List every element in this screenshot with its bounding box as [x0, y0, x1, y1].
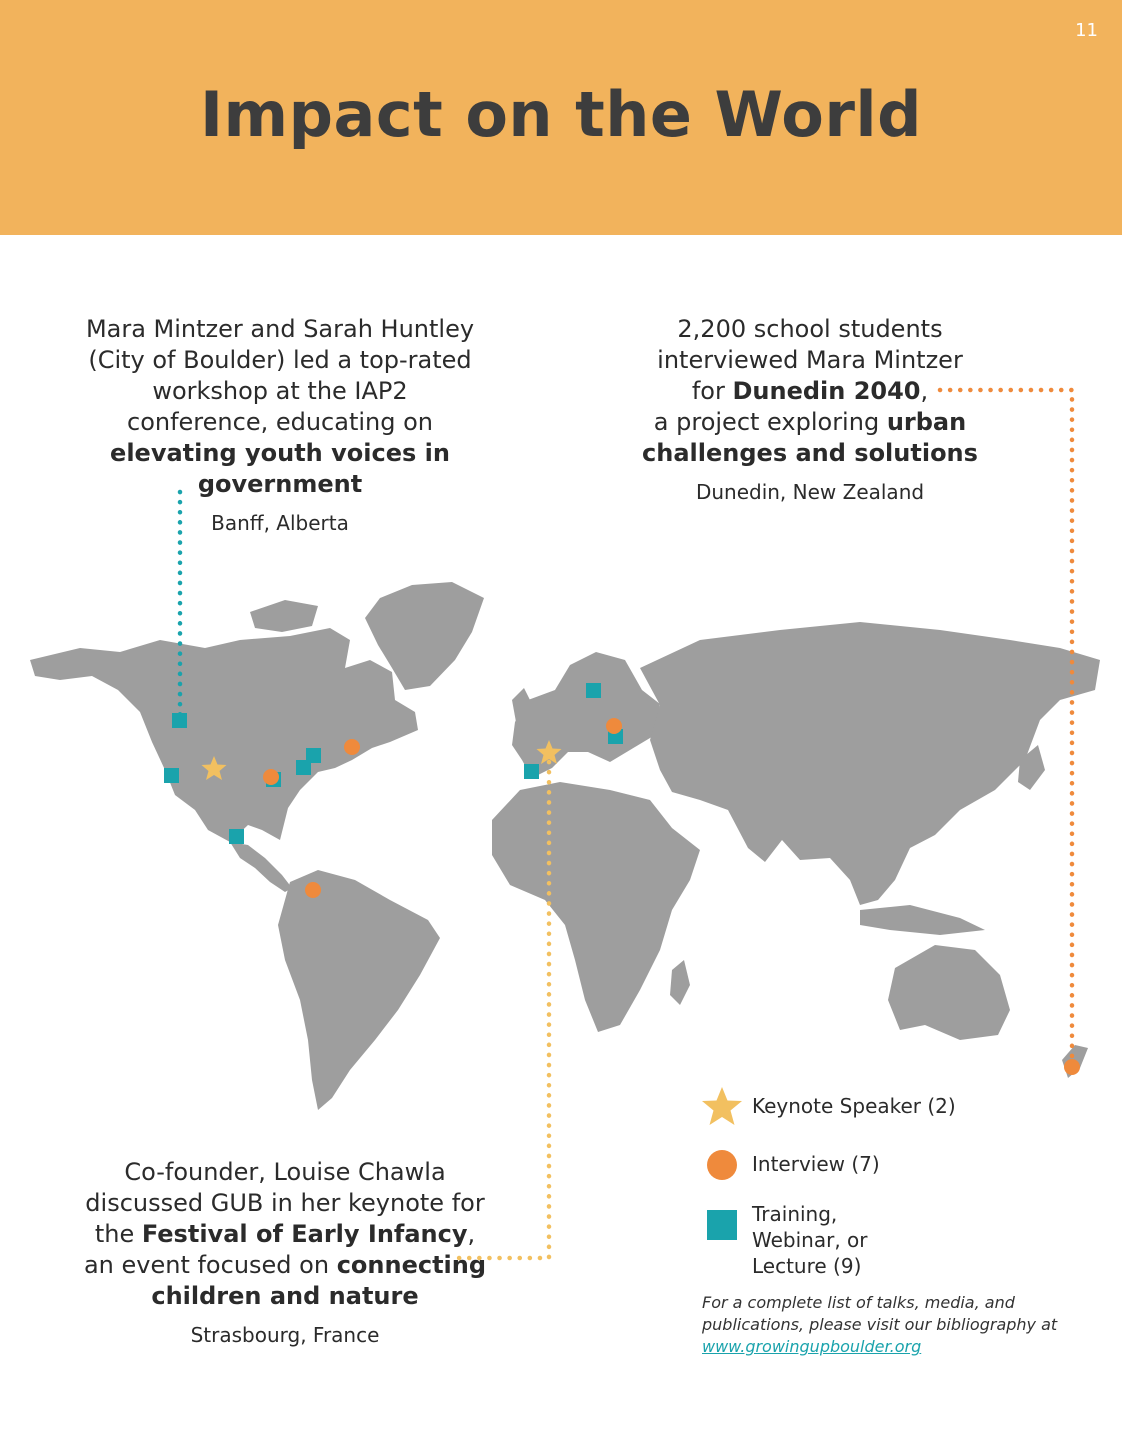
strasbourg-line-3: [60, 1219, 510, 1250]
star-icon: [700, 1085, 744, 1129]
north-america: [30, 628, 418, 842]
marker-interview-newengland: [344, 739, 360, 755]
dunedin-place: Dunedin, New Zealand: [695, 480, 925, 504]
central-america: [230, 842, 292, 892]
strasbourg-line-3-post: ,: [467, 1220, 476, 1248]
footnote: [702, 1292, 1072, 1358]
callout-dunedin: [610, 314, 1010, 505]
page-title: Impact on the World: [199, 78, 923, 151]
strasbourg-event-name: Festival of Early Infancy: [141, 1220, 468, 1248]
strasbourg-place: Strasbourg, France: [190, 1323, 380, 1347]
callout-banff: [60, 314, 500, 536]
marker-interview-easteurope: [606, 718, 622, 734]
banff-line-3: workshop at the IAP2: [152, 377, 408, 405]
strasbourg-bold-2: children and nature: [151, 1282, 419, 1310]
strasbourg-line-4-bold: connecting: [336, 1251, 487, 1279]
australia: [888, 945, 1010, 1040]
marker-interview-midwest: [263, 769, 279, 785]
circle-icon: [700, 1143, 744, 1187]
map-legend: [700, 1085, 1080, 1293]
dunedin-line-4-pre: a project exploring: [653, 408, 887, 436]
dunedin-line-1: 2,200 school students: [677, 315, 943, 343]
marker-interview-dunedin: [1064, 1059, 1080, 1075]
africa: [492, 782, 700, 1032]
banff-line-2: (City of Boulder) led a top-rated: [88, 346, 472, 374]
legend-training: [700, 1201, 1080, 1279]
marker-training-eastcoast: [296, 760, 311, 775]
callout-strasbourg: [60, 1157, 510, 1348]
marker-interview-colombia: [305, 882, 321, 898]
banff-bold-2: government: [197, 470, 363, 498]
dunedin-line-4-bold: urban: [886, 408, 967, 436]
dunedin-line-4: [610, 407, 1010, 438]
indonesia: [860, 905, 985, 935]
dunedin-line-3-pre: for: [691, 377, 733, 405]
land-masses: [30, 582, 1100, 1110]
square-icon: [700, 1201, 744, 1245]
banff-line-1: Mara Mintzer and Sarah Huntley: [85, 315, 475, 343]
footnote-text: For a complete list of talks, media, and publications, please visit our bibliography at: [702, 1293, 1058, 1334]
arctic-islands: [250, 600, 318, 632]
page-number: 11: [1075, 20, 1098, 41]
marker-training-banff: [172, 713, 187, 728]
strasbourg-line-1: Co-founder, Louise Chawla: [124, 1158, 446, 1186]
banff-place: Banff, Alberta: [211, 511, 349, 535]
dunedin-bold-2: challenges and solutions: [642, 439, 978, 467]
marker-training-mexico: [229, 829, 244, 844]
dunedin-line-3: [610, 376, 1010, 407]
bibliography-link[interactable]: www.growingupboulder.org: [702, 1337, 922, 1356]
madagascar: [670, 960, 690, 1005]
strasbourg-line-2: discussed GUB in her keynote for: [85, 1189, 485, 1217]
banff-line-4: conference, educating on: [127, 408, 433, 436]
strasbourg-line-4-pre: an event focused on: [83, 1251, 337, 1279]
marker-training-spain: [524, 764, 539, 779]
legend-training-label: Training, Webinar, or Lecture (9): [752, 1202, 868, 1278]
marker-training-california: [164, 768, 179, 783]
dunedin-line-3-post: ,: [920, 377, 929, 405]
dunedin-line-2: interviewed Mara Mintzer: [657, 346, 963, 374]
legend-keynote: [700, 1085, 1080, 1129]
marker-training-scandinavia: [586, 683, 601, 698]
dunedin-project-name: Dunedin 2040: [732, 377, 921, 405]
legend-interview-label: Interview (7): [752, 1152, 880, 1176]
legend-keynote-label: Keynote Speaker (2): [752, 1094, 956, 1118]
strasbourg-line-3-pre: the: [94, 1220, 142, 1248]
south-america: [278, 870, 440, 1110]
legend-interview: [700, 1143, 1080, 1187]
europe: [512, 652, 660, 778]
banff-bold-1: elevating youth voices in: [110, 439, 450, 467]
strasbourg-line-4: [60, 1250, 510, 1281]
